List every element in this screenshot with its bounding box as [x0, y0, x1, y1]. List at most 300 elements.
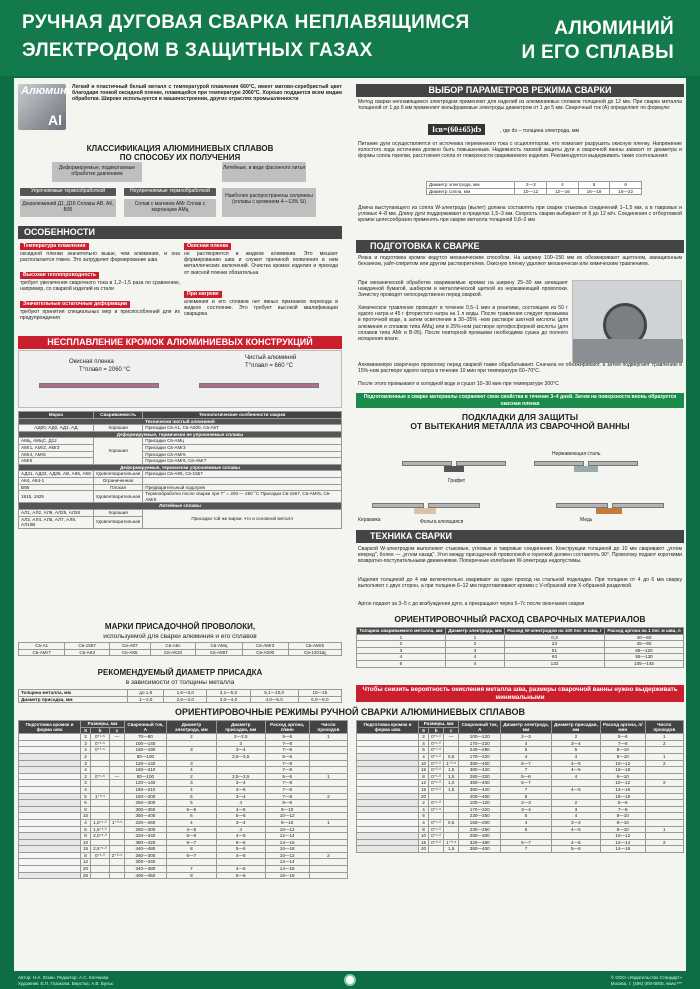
table-cell: 1 — [645, 753, 683, 760]
table-cell: 0⁺¹·⁵ — [91, 740, 110, 747]
table-cell: 2⁺⁰·⁵ — [109, 852, 124, 859]
table-cell — [91, 780, 110, 787]
table-cell: c — [109, 727, 124, 734]
table-cell — [309, 866, 347, 873]
table-cell: Св-АК10 — [150, 649, 196, 656]
table-cell: Присадки Св-АМц — [143, 438, 342, 445]
table-cell: 220—260 — [125, 819, 167, 826]
table-cell: Св-1557 — [65, 643, 110, 650]
table-cell: 350—400 — [125, 813, 167, 820]
technique-text-3: Аргон подают за 3–5 с до возбуждения дуги, а прекращают через 5–7с после окончания сварки — [358, 601, 585, 607]
table-cell: 0⁺¹·⁰ — [429, 760, 444, 767]
table-cell: 3—4 — [551, 740, 600, 747]
table-cell — [109, 747, 124, 754]
table-cell: 6 — [357, 660, 446, 667]
feature-tag-4: Окисная пленка — [184, 243, 231, 250]
table-cell — [444, 813, 459, 820]
table-cell: 7—8 — [265, 740, 309, 747]
aluminium-symbol-tile — [18, 84, 81, 130]
table-cell: 230—250 — [459, 813, 501, 820]
table-cell: 440—480 — [125, 846, 167, 853]
table-cell: 6—7 — [166, 852, 216, 859]
oxide-temp: Т°плавл = 2060 °С — [79, 367, 131, 373]
table-cell: 14—16 — [265, 839, 309, 846]
table-cell: 8—10 — [600, 747, 645, 754]
table-cell — [109, 813, 124, 820]
table-cell: 6 — [81, 800, 91, 807]
table-cell: 3 — [445, 647, 504, 654]
table-cell: 12—14 — [265, 833, 309, 840]
table-cell: Удовлетворительная — [93, 491, 143, 503]
table-cell: 4 — [166, 786, 216, 793]
table-cell: 2,0⁺¹·⁰ — [91, 833, 110, 840]
table-cell: Ограниченная — [93, 477, 143, 484]
table-cell: 4 — [217, 826, 266, 833]
table-cell — [309, 800, 347, 807]
table-cell: 1⁺⁰·⁵ — [444, 760, 459, 767]
table-cell: Диаметр электрода, мм — [501, 721, 552, 734]
grinding-photo — [572, 280, 682, 362]
table-cell: 4 — [166, 819, 216, 826]
table-cell — [91, 866, 110, 873]
table-cell: 6—7 — [501, 839, 552, 846]
table-cell: 4 — [445, 654, 504, 661]
table-cell — [645, 800, 683, 807]
table-cell: 0⁺¹·⁵ — [91, 734, 110, 741]
main-title-line1: РУЧНАЯ ДУГОВАЯ СВАРКА НЕПЛАВЯЩИМСЯ — [22, 12, 470, 33]
joint-sketch — [357, 740, 419, 747]
consumption-title: ОРИЕНТИРОВОЧНЫЙ РАСХОД СВАРОЧНЫХ МАТЕРИАЛОВ — [394, 614, 646, 624]
oxide-label: Окисная пленка — [69, 359, 114, 365]
table-cell: 80—100 — [125, 773, 167, 780]
feature-tag-1: Температура плавления — [20, 243, 89, 250]
table-cell: 8 — [81, 852, 91, 859]
ceramic-backing — [414, 508, 436, 514]
symbol-word: Алюминий — [21, 85, 81, 97]
table-cell: 2 — [166, 734, 216, 741]
table-cell: 8 — [419, 773, 429, 780]
table-cell — [645, 813, 683, 820]
table-cell: 4 — [81, 767, 91, 774]
feature-text-1: оксидной пленки значительно выше, чем алюминия, и она располагается тяжее. Это затрудняет формирование шва — [20, 251, 180, 264]
table-cell: 8 — [501, 793, 552, 800]
joint-sketch — [357, 786, 419, 793]
joint-sketch — [357, 780, 419, 787]
table-cell: 360—400 — [459, 846, 501, 853]
table-cell: 40—60 — [605, 634, 684, 641]
table-cell: 45—90 — [605, 641, 684, 648]
table-cell: 0,5 — [444, 819, 459, 826]
table-cell: 7—8 — [265, 760, 309, 767]
table-cell: Предварительный подогрев — [143, 484, 342, 491]
table-cell: Св-А5с — [150, 643, 196, 650]
table-cell: АД31, АД33, АД35, АВ, АК6, АК8 — [19, 471, 94, 478]
table-cell: 1,5 — [444, 846, 459, 853]
table-cell: 5—6 — [501, 773, 552, 780]
table-cell: 8 — [81, 833, 91, 840]
workpiece-shape — [573, 339, 683, 363]
table-cell: 80—100 — [125, 753, 167, 760]
table-cell: Присадки Св-АМг6, Св-АМг7 — [143, 458, 342, 465]
table-cell: 5—6 — [217, 839, 266, 846]
grades-cat: Технически чистый алюминий — [19, 418, 342, 425]
table-cell: 6 — [166, 813, 216, 820]
table-cell: 6 — [610, 182, 642, 189]
intro-text: Легкий и пластичный белый металл с температурой плавления 660°С, имеет матово-серебристый цвет благодаря тонкой оксидной пленке, плавящейся при температуре 2060°С. Хорошо поддается всем видам обработки. Широко используется в машиностроении, других отраслях промышленности — [72, 84, 342, 103]
prep-note: Подготовленные к сварке материалы сохраняют свои свойства в течение 3–4 дней. Затем на поверхности вновь образуется окисная пленка — [356, 393, 684, 408]
table-cell: 1 — [309, 819, 347, 826]
modes-text-1: Метод сварки неплавящимся электродом применяют для изделий из алюминиевых сплавов толщиной до 12 мм. При сварке металла толщиной от 1 до 6 мм применяют вольфрамовые электроды диаметром от 1 до 5 мм. Сварочный ток (А) определяют по формуле: — [358, 99, 682, 112]
table-cell: 0⁺²·⁰ — [429, 767, 444, 774]
table-cell: 7 — [166, 866, 216, 873]
table-cell — [91, 800, 110, 807]
table-cell: 2,5—3,5 — [217, 753, 266, 760]
table-cell: 250—300 — [125, 800, 167, 807]
table-cell: 7 — [501, 846, 552, 853]
table-cell: 350—400 — [459, 780, 501, 787]
subject-title-line1: АЛЮМИНИЙ — [554, 18, 674, 39]
strengthened-box: Упрочняемые термообработкой — [20, 188, 116, 196]
table-cell: Св-А000 — [242, 649, 288, 656]
table-cell: 280—320 — [459, 773, 501, 780]
table-cell: 4 — [419, 753, 429, 760]
table-cell: 4 — [445, 660, 504, 667]
table-cell — [645, 846, 683, 853]
table-cell: 2 — [419, 734, 429, 741]
prep-text-4: Алюминиевую сварочную проволоку перед сваркой также обрабатывают. Сначала ее обезжиривают, а затем подвергают травлению в 15%-ном растворе едкого натра в течение 10 мин при температуре 60–70°С. — [358, 362, 682, 375]
table-cell — [91, 760, 110, 767]
fusion-title: НЕСПЛАВЛЕНИЕ КРОМОК АЛЮМИНИЕВЫХ КОНСТРУКЦИЙ — [18, 336, 342, 349]
table-cell: 6,0—8,0 — [298, 696, 341, 703]
table-cell — [217, 859, 266, 866]
table-cell: 1,5 — [444, 773, 459, 780]
table-cell: Удовлетворительная — [93, 471, 143, 478]
ceramic-label: Керамика — [358, 517, 381, 523]
table-cell: 2,5—3,5 — [217, 773, 266, 780]
table-cell — [109, 866, 124, 873]
table-cell: 8—10 — [600, 826, 645, 833]
pure-label: Чистый алюминий — [245, 355, 297, 361]
table-cell: АЛ3, АЛ4, АЛ5, АЛ7, АЛ8, АЛ10В — [19, 516, 94, 528]
table-cell — [551, 793, 600, 800]
joint-sketch — [357, 734, 419, 741]
table-cell: 4 — [501, 740, 552, 747]
table-cell: 2—3 — [501, 800, 552, 807]
joint-sketch — [19, 866, 81, 873]
table-cell: 8—10 — [600, 819, 645, 826]
table-cell: Св-АМг5 — [288, 643, 341, 650]
table-cell: 25 — [81, 872, 91, 879]
wire-table — [18, 642, 342, 656]
table-cell: 5 — [578, 182, 610, 189]
table-cell: 8—9 — [265, 800, 309, 807]
consumption-table — [356, 627, 684, 668]
table-cell: 380—420 — [459, 786, 501, 793]
table-cell: 0⁺¹·⁵ — [429, 806, 444, 813]
table-cell: 9—10 — [265, 806, 309, 813]
table-cell: Расход аргона, л/мин — [600, 721, 645, 734]
table-cell: 1,0⁺¹·⁰ — [91, 819, 110, 826]
table-cell: 15 — [81, 846, 91, 853]
table-cell: 4—5 — [217, 866, 266, 873]
table-cell: АД00, АД0, АД1, АД — [19, 425, 94, 432]
table-cell — [309, 806, 347, 813]
table-cell: 3—4 — [217, 819, 266, 826]
table-cell: 8—10 — [600, 773, 645, 780]
table-cell: Термообработка после сварки при Т° = 200 — 250 °С Присадки Св-1557, Св-АМг5, Св-АМг6 — [143, 491, 342, 503]
table-cell: 4—5 — [217, 786, 266, 793]
table-cell: 16—22 — [610, 188, 642, 195]
table-cell: 5 — [501, 813, 552, 820]
table-cell: Число проходов — [645, 721, 683, 734]
table-cell: 4 — [501, 819, 552, 826]
table-cell: 10—12 — [265, 852, 309, 859]
joint-sketch — [19, 767, 81, 774]
table-cell: 14—16 — [265, 866, 309, 873]
table-cell: — — [109, 773, 124, 780]
table-cell: 2 — [81, 734, 91, 741]
table-cell — [501, 833, 552, 840]
table-cell — [444, 826, 459, 833]
table-cell: Хорошая — [93, 438, 143, 464]
table-cell: 0,3 — [504, 634, 604, 641]
grades-table — [18, 411, 342, 529]
table-cell: 6 — [166, 793, 216, 800]
joint-sketch — [19, 773, 81, 780]
joint-sketch — [357, 793, 419, 800]
table-cell: Диаметр электрода, мм — [166, 721, 216, 734]
table-cell: АЛ1, АЛ2, АЛ9, АЛ25, АЛ26 — [19, 509, 94, 516]
table-cell: 10 — [81, 839, 91, 846]
table-cell: 7—8 — [600, 806, 645, 813]
table-cell: 5—6 — [265, 773, 309, 780]
joint-sketch — [357, 813, 419, 820]
backing-diagram — [356, 433, 684, 525]
table-cell: 3 — [357, 647, 446, 654]
table-cell: 2 — [419, 800, 429, 807]
table-cell: АМг1, АМг2, АМг3 — [19, 444, 94, 451]
table-cell: 7—8 — [265, 786, 309, 793]
pool-warning: Чтобы снизить вероятность окисления металла шва, размеры сварочной ванны нужно выдерживать минимальными — [356, 685, 684, 702]
table-cell: S — [81, 727, 91, 734]
deformable-box: Деформируемые, подвергаемые обработке давлением — [52, 162, 142, 182]
table-cell: 3—4 — [217, 780, 266, 787]
table-cell: 1,5 — [444, 767, 459, 774]
table-cell: 3 — [81, 780, 91, 787]
joint-sketch — [357, 826, 419, 833]
table-cell: 4 — [551, 773, 600, 780]
table-cell — [645, 747, 683, 754]
table-cell: 3 — [551, 806, 600, 813]
joint-sketch — [19, 747, 81, 754]
table-cell: 10—12 — [515, 188, 547, 195]
table-cell: 12—14 — [265, 859, 309, 866]
table-cell: — — [444, 734, 459, 741]
copper-label: Медь — [580, 517, 593, 523]
table-cell: 260—300 — [125, 852, 167, 859]
table-cell — [166, 859, 216, 866]
joint-sketch — [357, 767, 419, 774]
table-cell — [109, 767, 124, 774]
table-cell: 160—210 — [125, 767, 167, 774]
table-cell: 4 — [551, 753, 600, 760]
table-cell: 0⁺¹·⁵ — [429, 747, 444, 754]
joint-sketch — [19, 852, 81, 859]
table-cell: Расход аргона на 1 пог. м шва, л — [605, 628, 684, 635]
table-cell: 8—10 — [600, 813, 645, 820]
table-cell — [109, 846, 124, 853]
table-cell: b — [91, 727, 110, 734]
table-cell — [444, 740, 459, 747]
table-cell: 20 — [81, 866, 91, 873]
table-cell: Размеры, мм — [419, 721, 459, 728]
table-cell — [645, 819, 683, 826]
table-cell — [309, 753, 347, 760]
nonstrengthened-box: Неупрочняемые термообработкой — [124, 188, 216, 196]
nozzle-table — [426, 181, 642, 195]
table-cell: 100—120 — [459, 734, 501, 741]
table-cell — [91, 839, 110, 846]
table-cell: S — [419, 727, 429, 734]
table-cell: 65—120 — [605, 647, 684, 654]
joint-sketch — [357, 806, 419, 813]
table-cell: 100—120 — [459, 800, 501, 807]
table-cell — [109, 839, 124, 846]
table-cell — [309, 780, 347, 787]
table-cell — [429, 846, 444, 853]
table-cell: 8 — [419, 826, 429, 833]
table-cell: Толщина металла, мм — [19, 690, 128, 697]
table-cell: 4 — [547, 182, 579, 189]
table-cell: 16—18 — [600, 767, 645, 774]
table-cell: 14—16 — [600, 786, 645, 793]
table-cell: 70—80 — [125, 734, 167, 741]
grades-header-weldability: Свариваемость — [93, 412, 143, 419]
table-cell: 16—18 — [578, 188, 610, 195]
table-cell: 5—6 — [551, 846, 600, 853]
table-cell: 5 — [81, 793, 91, 800]
modes-title: ВЫБОР ПАРАМЕТРОВ РЕЖИМА СВАРКИ — [356, 84, 684, 97]
table-cell: 5—6 — [265, 753, 309, 760]
feature-tag-3: Значительные остаточные деформации — [20, 301, 130, 308]
modes-text-3: Длина выступающего из сопла W-электрода (вылет) должна составлять при сварке стыковых соединений 1–1,5 мм, а в тавровых и угловых 4–8 мм. Длину дуги поддерживают в пределах 1,5–3 мм. Скорость сварки выбирают от 8 до 12 м/ч. Соединения с отбортовкой кромок целесообразно применять при сварке металла толщиной 0,8–2 мм — [358, 205, 682, 224]
table-cell: 2,5⁺¹·⁰ — [91, 846, 110, 853]
table-cell: 4—5 — [551, 767, 600, 774]
table-cell: 6—7 — [501, 760, 552, 767]
table-cell: 1,5⁺¹·⁰ — [91, 826, 110, 833]
table-cell: 3 — [166, 760, 216, 767]
table-cell: 0⁺¹·⁰ — [91, 852, 110, 859]
table-cell: 10 — [81, 813, 91, 820]
table-cell — [444, 800, 459, 807]
publisher-logo-icon — [344, 974, 356, 986]
table-cell — [109, 806, 124, 813]
table-cell: Число проходов — [309, 721, 347, 734]
table-cell: 1 — [445, 634, 504, 641]
table-cell: 12 — [81, 859, 91, 866]
table-cell: Диаметр сопла, мм — [427, 188, 515, 195]
table-cell: 4 — [217, 800, 266, 807]
table-cell: 0⁺¹·⁰ — [429, 800, 444, 807]
table-cell — [309, 872, 347, 879]
table-cell: 8 — [166, 872, 216, 879]
table-cell: 3 — [217, 740, 266, 747]
oxide-plate — [39, 383, 159, 388]
table-cell: 1⁺⁰·⁵ — [109, 819, 124, 826]
table-cell: 2 — [445, 641, 504, 648]
table-cell: 1,5 — [444, 786, 459, 793]
table-cell: 10—12 — [265, 813, 309, 820]
table-cell — [109, 800, 124, 807]
table-cell: 23 — [504, 641, 604, 648]
table-cell: 2 — [645, 740, 683, 747]
table-cell — [309, 813, 347, 820]
table-cell: В95 — [19, 484, 94, 491]
table-cell: 15 — [419, 786, 429, 793]
diam-table — [18, 689, 342, 703]
feature-tag-2: Высокая теплопроводность — [20, 272, 99, 279]
feature-tag-5: При нагреве — [184, 291, 222, 298]
features-title: ОСОБЕННОСТИ — [18, 226, 342, 239]
table-cell: 2,5—3,0 — [164, 696, 207, 703]
table-cell: 240—280 — [459, 747, 501, 754]
joint-sketch — [19, 806, 81, 813]
table-cell: Удовлетворительная — [93, 516, 143, 528]
table-cell — [166, 740, 216, 747]
table-cell: 8—10 — [600, 753, 645, 760]
table-cell: 6—7 — [166, 839, 216, 846]
backing-title: ПОДКЛАДКИ ДЛЯ ЗАЩИТЫ ОТ ВЫТЕКАНИЯ МЕТАЛЛА ИЗ СВАРОЧНОЙ ВАННЫ — [410, 412, 630, 431]
table-cell: 105—145 — [605, 660, 684, 667]
table-cell: 1⁺⁰·⁵ — [91, 793, 110, 800]
table-cell: 1915, 1925 — [19, 491, 94, 503]
table-cell: 150—200 — [125, 793, 167, 800]
table-cell: 12—16 — [547, 188, 579, 195]
cast-box: Литейные, в виде фасонного литья — [222, 162, 306, 182]
table-cell — [309, 833, 347, 840]
table-cell: 5—6 — [217, 846, 266, 853]
table-cell: Расход аргона, л/мин — [265, 721, 309, 734]
table-cell: 2 — [551, 800, 600, 807]
table-cell: 1 — [309, 734, 347, 741]
table-cell — [551, 833, 600, 840]
table-cell: Диаметр электрода, мм — [445, 628, 504, 635]
table-cell — [91, 767, 110, 774]
feature-text-2: требует увеличения сварочного тока в 1,2–1,5 раза по сравнению, например, со сваркой изделий из стали — [20, 280, 180, 293]
table-cell: Св-1201Щ — [288, 649, 341, 656]
table-cell: 2 — [357, 641, 446, 648]
table-cell: 3 — [166, 747, 216, 754]
table-cell — [551, 780, 600, 787]
table-cell: 5—6 — [166, 833, 216, 840]
table-cell — [645, 786, 683, 793]
table-cell: Присадки Св-АК5, Св-1557 — [143, 471, 342, 478]
table-cell: 16—18 — [265, 872, 309, 879]
table-cell: 7—8 — [265, 780, 309, 787]
table-cell: Присадки Св-АМг3 — [143, 444, 342, 451]
table-cell — [645, 773, 683, 780]
footer-publisher: © ООО «Издательство Стандарт» Москва, т. (495) 000-0000, www.*** — [610, 975, 682, 986]
table-cell: 5 — [501, 826, 552, 833]
table-cell: 5—6 — [265, 734, 309, 741]
table-cell: Диаметр электрода, мм — [427, 182, 515, 189]
table-cell: 1 — [357, 634, 446, 641]
table-cell: 4—5 — [551, 839, 600, 846]
table-cell — [444, 747, 459, 754]
table-cell: 10 — [419, 760, 429, 767]
table-cell: 4 — [81, 786, 91, 793]
table-cell: 1 — [309, 773, 347, 780]
